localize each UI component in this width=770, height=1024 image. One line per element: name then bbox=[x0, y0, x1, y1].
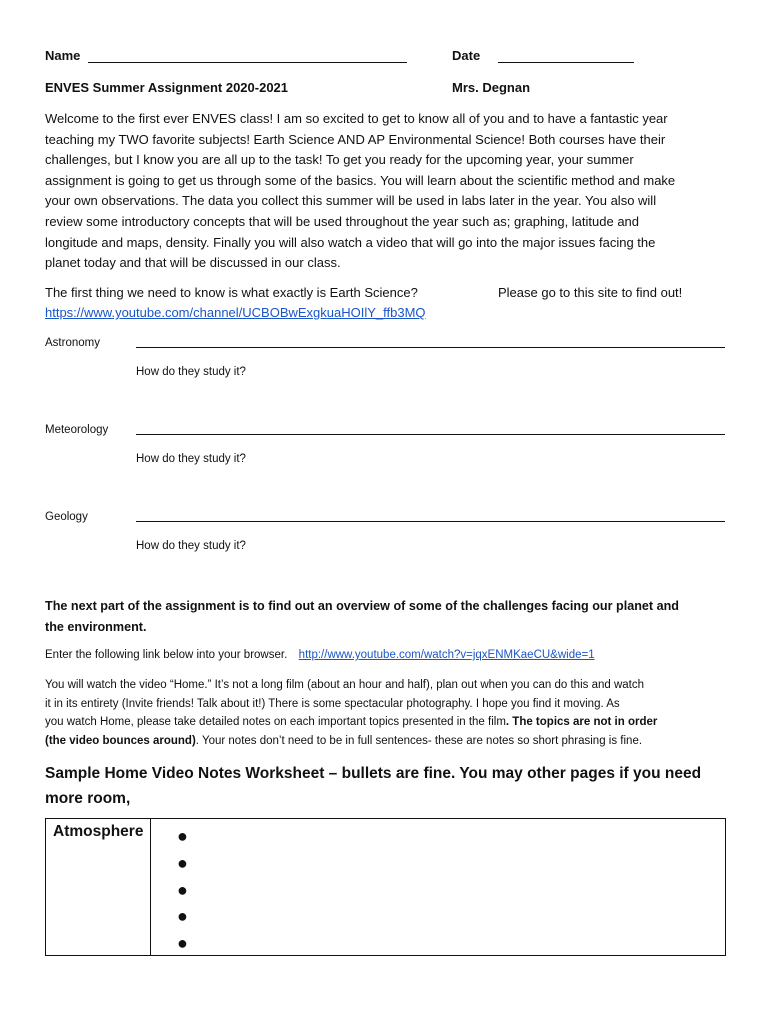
worksheet-heading-line: more room, bbox=[45, 790, 131, 807]
video-paragraph-text: . Your notes don’t need to be in full sentences- these are notes so short phrasing is fine. bbox=[195, 734, 643, 747]
bullet-point[interactable]: ● bbox=[177, 826, 188, 846]
intro-line: your own observations. The data you collect this summer will be used in labs later in the year. You also will bbox=[45, 193, 657, 209]
answer-line-astronomy[interactable] bbox=[136, 347, 725, 348]
intro-line: challenges, but I know you are all up to the task! To get you ready for the upcoming year, your summer bbox=[45, 152, 634, 168]
branch-prompt-geology: How do they study it? bbox=[136, 540, 246, 552]
video-paragraph-line bbox=[45, 732, 745, 751]
video-paragraph-text: you watch Home, please take detailed notes on each important topics presented in the film bbox=[45, 716, 506, 729]
notes-table bbox=[45, 818, 726, 956]
branch-label-meteorology: Meteorology bbox=[45, 424, 109, 436]
overview-link-prefix: Enter the following link below into your browser. bbox=[45, 649, 288, 661]
answer-line-geology[interactable] bbox=[136, 521, 725, 522]
home-video-link[interactable]: http://www.youtube.com/watch?v=jqxENMKaeCU&wide=1 bbox=[298, 649, 595, 661]
earth-science-question: The first thing we need to know is what exactly is Earth Science? bbox=[45, 285, 418, 300]
assignment-title: ENVES Summer Assignment 2020-2021 bbox=[45, 80, 289, 95]
worksheet-heading bbox=[45, 761, 701, 811]
video-paragraph-line: You will watch the video “Home.” It’s not a long film (about an hour and half), plan out when you can do this and watch bbox=[45, 679, 644, 691]
intro-line: longitude and maps, density. Finally you will also watch a video that will go into the major issues facing the bbox=[45, 234, 656, 250]
video-paragraph-emphasis: (the video bounces around) bbox=[45, 734, 196, 747]
intro-line: Welcome to the first ever ENVES class! I am so excited to get to know all of you and to have a fantastic year bbox=[45, 111, 668, 126]
branch-label-geology: Geology bbox=[45, 511, 88, 523]
branch-label-astronomy: Astronomy bbox=[45, 337, 100, 349]
date-field-line[interactable] bbox=[498, 62, 634, 63]
video-paragraph-line bbox=[45, 713, 745, 732]
date-label: Date bbox=[452, 48, 481, 63]
teacher-name: Mrs. Degnan bbox=[452, 80, 531, 95]
branch-prompt-meteorology: How do they study it? bbox=[136, 453, 246, 465]
name-field-line[interactable] bbox=[88, 62, 407, 63]
intro-line: planet today and that will be discussed in our class. bbox=[45, 255, 341, 271]
site-instruction: Please go to this site to find out! bbox=[498, 285, 683, 300]
overview-heading bbox=[45, 596, 679, 638]
notes-bullet-list[interactable] bbox=[177, 823, 188, 957]
answer-line-meteorology[interactable] bbox=[136, 434, 725, 435]
intro-line: review some introductory concepts that will be used throughout the year such as; graphing, latitude and bbox=[45, 213, 640, 229]
name-label: Name bbox=[45, 48, 81, 63]
intro-paragraph bbox=[45, 109, 745, 274]
intro-line: assignment is going to get us through some of the basics. You will learn about the scientific method and make bbox=[45, 172, 676, 188]
bullet-point[interactable]: ● bbox=[177, 852, 188, 873]
overview-heading-line: the environment. bbox=[45, 620, 147, 634]
bullet-point[interactable]: ● bbox=[177, 906, 188, 927]
bullet-point[interactable]: ● bbox=[177, 933, 188, 954]
topic-label-atmosphere: Atmosphere bbox=[53, 823, 144, 840]
branch-prompt-astronomy: How do they study it? bbox=[136, 366, 246, 378]
video-paragraph-emphasis: . The topics are not in order bbox=[505, 716, 658, 729]
overview-heading-line: The next part of the assignment is to find out an overview of some of the challenges facing our planet and bbox=[45, 599, 679, 613]
video-paragraph bbox=[45, 676, 745, 750]
earth-science-link[interactable]: https://www.youtube.com/channel/UCBOBwExgkuaHOIlY_ffb3MQ bbox=[45, 305, 426, 320]
overview-link-line bbox=[45, 646, 595, 665]
intro-line: teaching my TWO favorite subjects! Earth Science AND AP Environmental Science! Both courses have their bbox=[45, 131, 666, 147]
table-column-divider bbox=[150, 819, 151, 955]
bullet-point[interactable]: ● bbox=[177, 879, 188, 900]
video-paragraph-line: it in its entirety (Invite friends! Talk about it!) There is some spectacular photography. I hope you find it moving. As bbox=[45, 697, 620, 710]
worksheet-heading-line: Sample Home Video Notes Worksheet – bullets are fine. You may other pages if you need bbox=[45, 765, 702, 782]
